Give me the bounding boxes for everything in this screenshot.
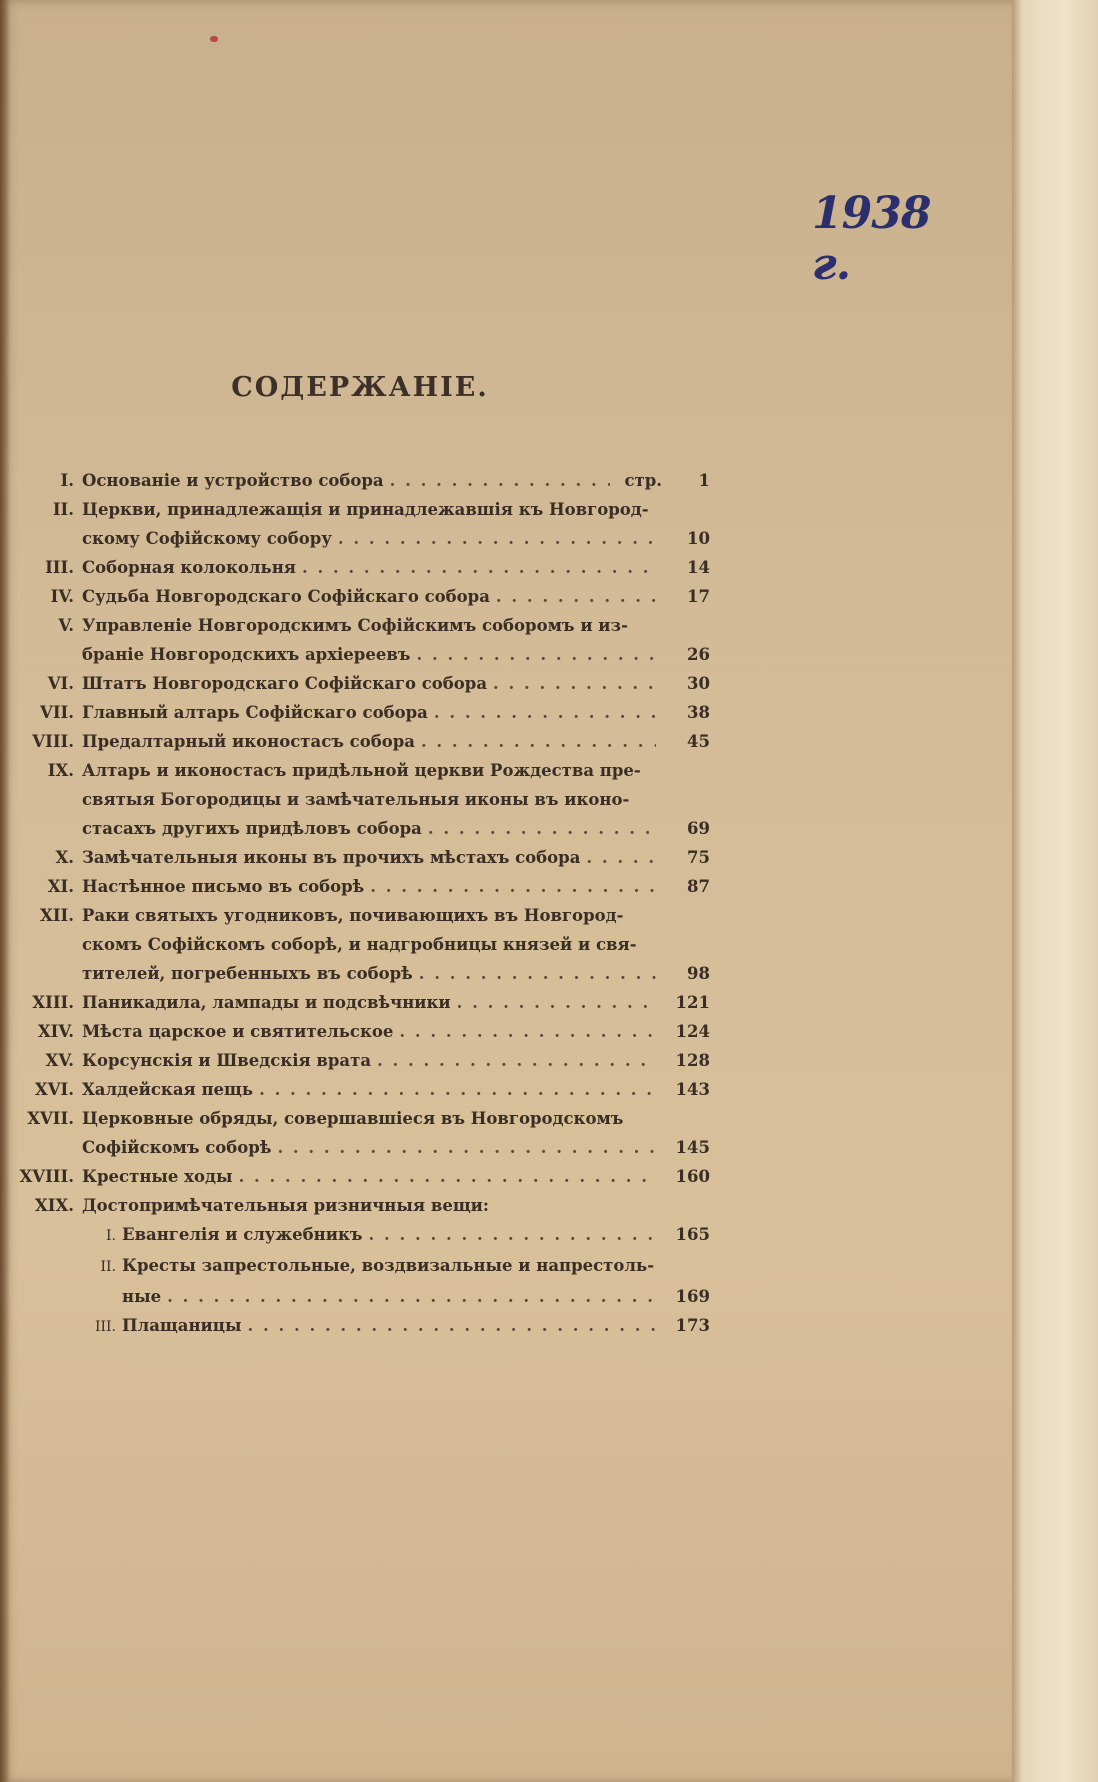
toc-line bbox=[10, 582, 710, 611]
entry-title: Крестные ходы bbox=[82, 1167, 233, 1186]
entry-number: XVIII. bbox=[19, 1167, 74, 1186]
entry-number: XIX. bbox=[34, 1196, 74, 1215]
entry-number: VI. bbox=[47, 674, 74, 693]
entry-number: IV. bbox=[50, 587, 74, 606]
toc-line bbox=[10, 466, 710, 495]
dot-leader bbox=[277, 1133, 656, 1162]
dot-leader bbox=[493, 669, 656, 698]
page-number: 14 bbox=[687, 558, 710, 577]
toc-line bbox=[10, 1046, 710, 1075]
entry-number: X. bbox=[55, 848, 74, 867]
entry-title: Софійскомъ соборѣ bbox=[82, 1138, 272, 1157]
page-number: 30 bbox=[687, 674, 710, 693]
sub-entry-number: I. bbox=[106, 1228, 116, 1244]
page-number: 38 bbox=[687, 703, 710, 722]
toc-line bbox=[10, 1191, 710, 1220]
binding-shadow bbox=[0, 0, 10, 1782]
page-number: 160 bbox=[675, 1167, 710, 1186]
page-number: 128 bbox=[675, 1051, 710, 1070]
page-number: 169 bbox=[675, 1287, 710, 1306]
dot-leader bbox=[370, 872, 656, 901]
entry-number: III. bbox=[45, 558, 74, 577]
toc-line bbox=[10, 959, 710, 988]
entry-number: VIII. bbox=[32, 732, 74, 751]
entry-title: тителей, погребенныхъ въ соборѣ bbox=[82, 964, 413, 983]
dot-leader bbox=[586, 843, 656, 872]
page-number: 143 bbox=[675, 1080, 710, 1099]
toc-line bbox=[10, 814, 710, 843]
entry-number: II. bbox=[52, 500, 74, 519]
dot-leader bbox=[390, 466, 611, 495]
sub-entry-number: III. bbox=[94, 1319, 116, 1335]
entry-title: Соборная колокольня bbox=[82, 558, 296, 577]
page-number: 75 bbox=[687, 848, 710, 867]
entry-title: Основаніе и устройство собора bbox=[82, 471, 384, 490]
entry-title: Настѣнное письмо въ соборѣ bbox=[82, 877, 365, 896]
dot-leader bbox=[377, 1046, 656, 1075]
dot-leader bbox=[457, 988, 656, 1017]
entry-title: ные bbox=[122, 1287, 162, 1306]
dot-leader bbox=[419, 959, 656, 988]
toc-line bbox=[10, 930, 710, 959]
entry-title: Халдейская пещь bbox=[82, 1080, 254, 1099]
entry-title: Кресты запрестольные, воздвизальные и напрестоль- bbox=[122, 1256, 655, 1275]
table-of-contents bbox=[10, 466, 710, 1342]
toc-line bbox=[10, 669, 710, 698]
page-number: 26 bbox=[687, 645, 710, 664]
toc-line bbox=[10, 553, 710, 582]
entry-title: Главный алтарь Софійскаго собора bbox=[82, 703, 428, 722]
page-number: 98 bbox=[687, 964, 710, 983]
entry-title: Замѣчательныя иконы въ прочихъ мѣстахъ собора bbox=[82, 848, 581, 867]
toc-line bbox=[10, 727, 710, 756]
page-abbrev: стр. bbox=[624, 471, 662, 490]
page-number: 121 bbox=[675, 993, 710, 1012]
entry-title: Раки святыхъ угодниковъ, почивающихъ въ Новгород- bbox=[82, 906, 624, 925]
toc-line bbox=[10, 872, 710, 901]
toc-line bbox=[10, 1162, 710, 1191]
toc-line bbox=[10, 611, 710, 640]
entry-number: XIV. bbox=[37, 1022, 74, 1041]
dot-leader bbox=[428, 814, 656, 843]
entry-title: стасахъ другихъ придѣловъ собора bbox=[82, 819, 422, 838]
entry-number: VII. bbox=[40, 703, 74, 722]
toc-line bbox=[10, 495, 710, 524]
dot-leader bbox=[248, 1311, 657, 1340]
ink-spot bbox=[210, 36, 218, 42]
toc-line bbox=[10, 756, 710, 785]
entry-number: XVI. bbox=[34, 1080, 74, 1099]
dot-leader bbox=[399, 1017, 656, 1046]
page-number: 87 bbox=[687, 877, 710, 896]
toc-line bbox=[10, 1220, 710, 1251]
entry-number: XI. bbox=[47, 877, 74, 896]
entry-number: XV. bbox=[45, 1051, 74, 1070]
page-number: 10 bbox=[687, 529, 710, 548]
toc-line bbox=[10, 901, 710, 930]
page-number: 1 bbox=[698, 471, 710, 490]
entry-title: Церкви, принадлежащія и принадлежавшія къ Новгород- bbox=[82, 500, 649, 519]
entry-title: Паникадила, лампады и подсвѣчники bbox=[82, 993, 451, 1012]
entry-number: XVII. bbox=[27, 1109, 74, 1128]
toc-line bbox=[10, 698, 710, 727]
entry-number: XIII. bbox=[32, 993, 74, 1012]
toc-line bbox=[10, 1133, 710, 1162]
entry-title: Корсунскія и Шведскія врата bbox=[82, 1051, 372, 1070]
entry-title: браніе Новгородскихъ архіереевъ bbox=[82, 645, 411, 664]
toc-line bbox=[10, 988, 710, 1017]
dot-leader bbox=[338, 524, 656, 553]
page-number: 17 bbox=[687, 587, 710, 606]
page-number: 124 bbox=[675, 1022, 710, 1041]
page-number: 173 bbox=[675, 1316, 710, 1335]
page-number: 165 bbox=[675, 1225, 710, 1244]
entry-title: Предалтарный иконостасъ собора bbox=[82, 732, 415, 751]
toc-line bbox=[10, 1075, 710, 1104]
sub-entry-number: II. bbox=[100, 1259, 116, 1275]
dot-leader bbox=[259, 1075, 656, 1104]
dot-leader bbox=[434, 698, 656, 727]
entry-title: Мѣста царское и святительское bbox=[82, 1022, 394, 1041]
entry-number: V. bbox=[58, 616, 74, 635]
dot-leader bbox=[369, 1220, 656, 1249]
dot-leader bbox=[421, 727, 656, 756]
page-number: 45 bbox=[687, 732, 710, 751]
entry-title: Плащаницы bbox=[122, 1316, 242, 1335]
entry-title: Штатъ Новгородскаго Софійскаго собора bbox=[82, 674, 488, 693]
entry-title: Управленіе Новгородскимъ Софійскимъ соборомъ и из- bbox=[82, 616, 628, 635]
entry-number: I. bbox=[60, 471, 74, 490]
dot-leader bbox=[167, 1282, 656, 1311]
dot-leader bbox=[239, 1162, 656, 1191]
toc-line bbox=[10, 1104, 710, 1133]
entry-title: скомъ Софійскомъ соборѣ, и надгробницы князей и свя- bbox=[82, 935, 637, 954]
page-number: 145 bbox=[675, 1138, 710, 1157]
toc-line bbox=[10, 524, 710, 553]
entry-title: святыя Богородицы и замѣчательныя иконы въ иконо- bbox=[82, 790, 630, 809]
page-title: СОДЕРЖАНІЕ. bbox=[231, 372, 489, 403]
toc-line bbox=[10, 1251, 710, 1282]
entry-title: Достопримѣчательныя ризничныя вещи: bbox=[82, 1196, 490, 1215]
page-edge bbox=[1012, 0, 1098, 1782]
toc-line bbox=[10, 843, 710, 872]
entry-number: IX. bbox=[47, 761, 74, 780]
entry-title: Алтарь и иконостасъ придѣльной церкви Рождества пре- bbox=[82, 761, 641, 780]
page-number: 69 bbox=[687, 819, 710, 838]
dot-leader bbox=[302, 553, 656, 582]
dot-leader bbox=[496, 582, 656, 611]
entry-title: Евангелія и служебникъ bbox=[122, 1225, 363, 1244]
toc-line bbox=[10, 640, 710, 669]
toc-line bbox=[10, 1311, 710, 1342]
toc-line bbox=[10, 785, 710, 814]
entry-title: Судьба Новгородскаго Софійскаго собора bbox=[82, 587, 490, 606]
year-stamp: 1938 г. bbox=[812, 188, 931, 290]
entry-title: Церковные обряды, совершавшіеся въ Новгородскомъ bbox=[82, 1109, 624, 1128]
entry-title: скому Софійскому собору bbox=[82, 529, 332, 548]
toc-line bbox=[10, 1282, 710, 1311]
dot-leader bbox=[416, 640, 656, 669]
entry-number: XII. bbox=[40, 906, 74, 925]
toc-line bbox=[10, 1017, 710, 1046]
